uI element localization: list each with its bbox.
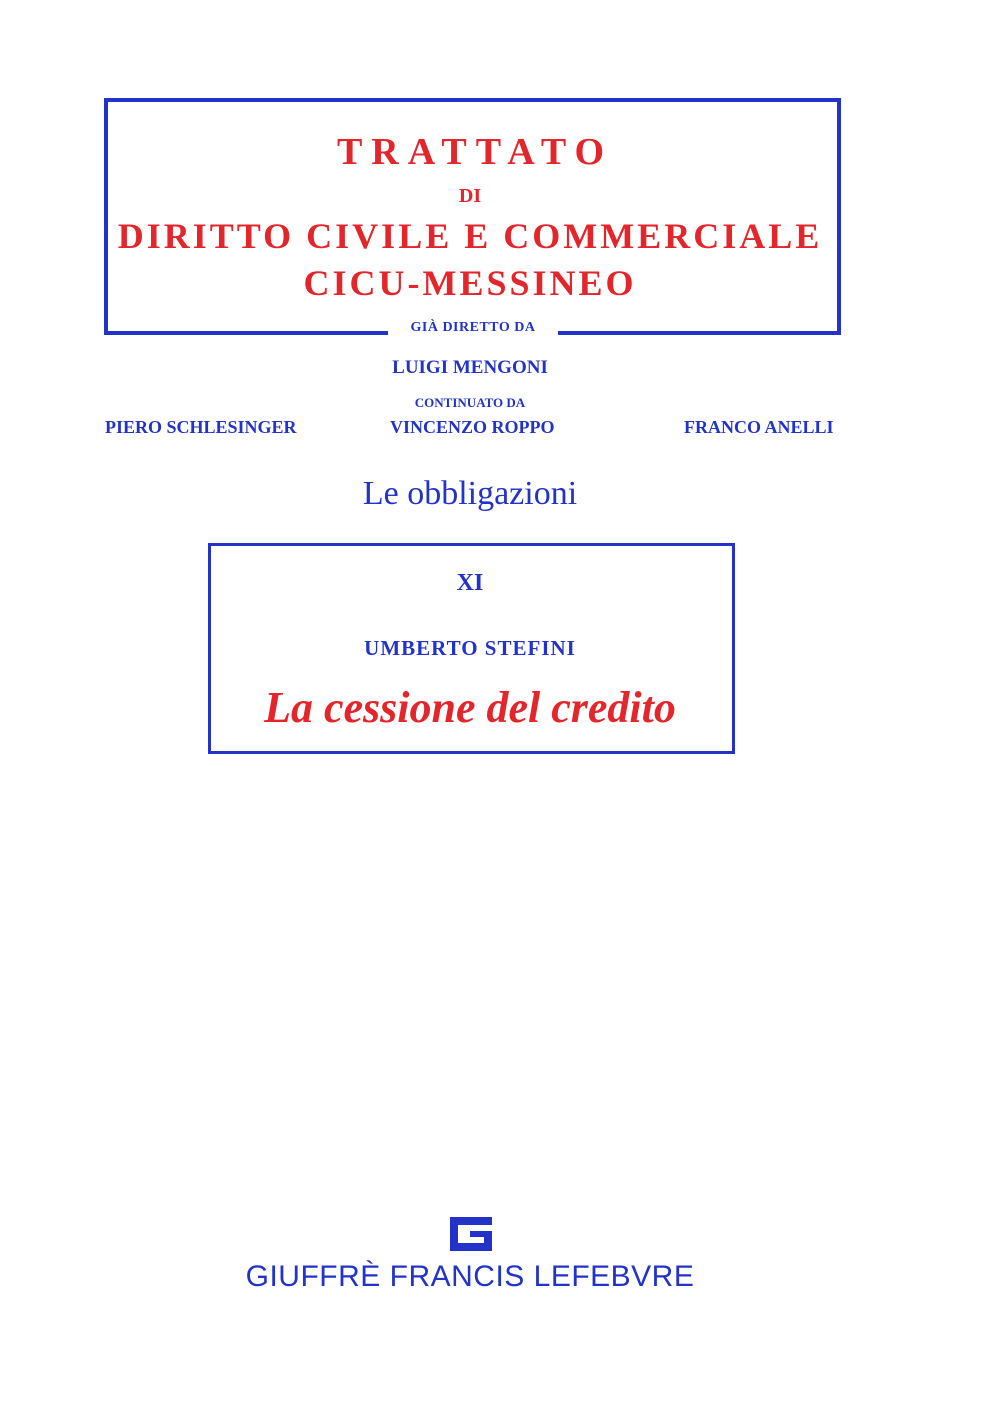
volume-author: UMBERTO STEFINI <box>364 636 576 660</box>
series-di: DI <box>458 185 482 207</box>
editor-name: FRANCO ANELLI <box>684 417 834 437</box>
director-name: LUIGI MENGONI <box>392 357 548 378</box>
volume-number: XI <box>456 570 484 596</box>
series-title: TRATTATO <box>336 131 614 173</box>
series-subtitle-line1: DIRITTO CIVILE E COMMERCIALE <box>117 216 823 256</box>
publisher-name: GIUFFRÈ FRANCIS LEFEBVRE <box>245 1260 695 1293</box>
subject-title: Le obbligazioni <box>362 475 578 512</box>
editor-name: PIERO SCHLESINGER <box>105 417 297 437</box>
gia-diretto-label: GIÀ DIRETTO DA <box>388 320 558 336</box>
editor-name: VINCENZO ROPPO <box>390 417 555 437</box>
series-subtitle-line2: CICU-MESSINEO <box>303 263 637 303</box>
publisher-logo-icon <box>448 1215 496 1253</box>
continuato-label: CONTINUATO DA <box>414 395 526 410</box>
volume-title: La cessione del credito <box>264 683 676 732</box>
